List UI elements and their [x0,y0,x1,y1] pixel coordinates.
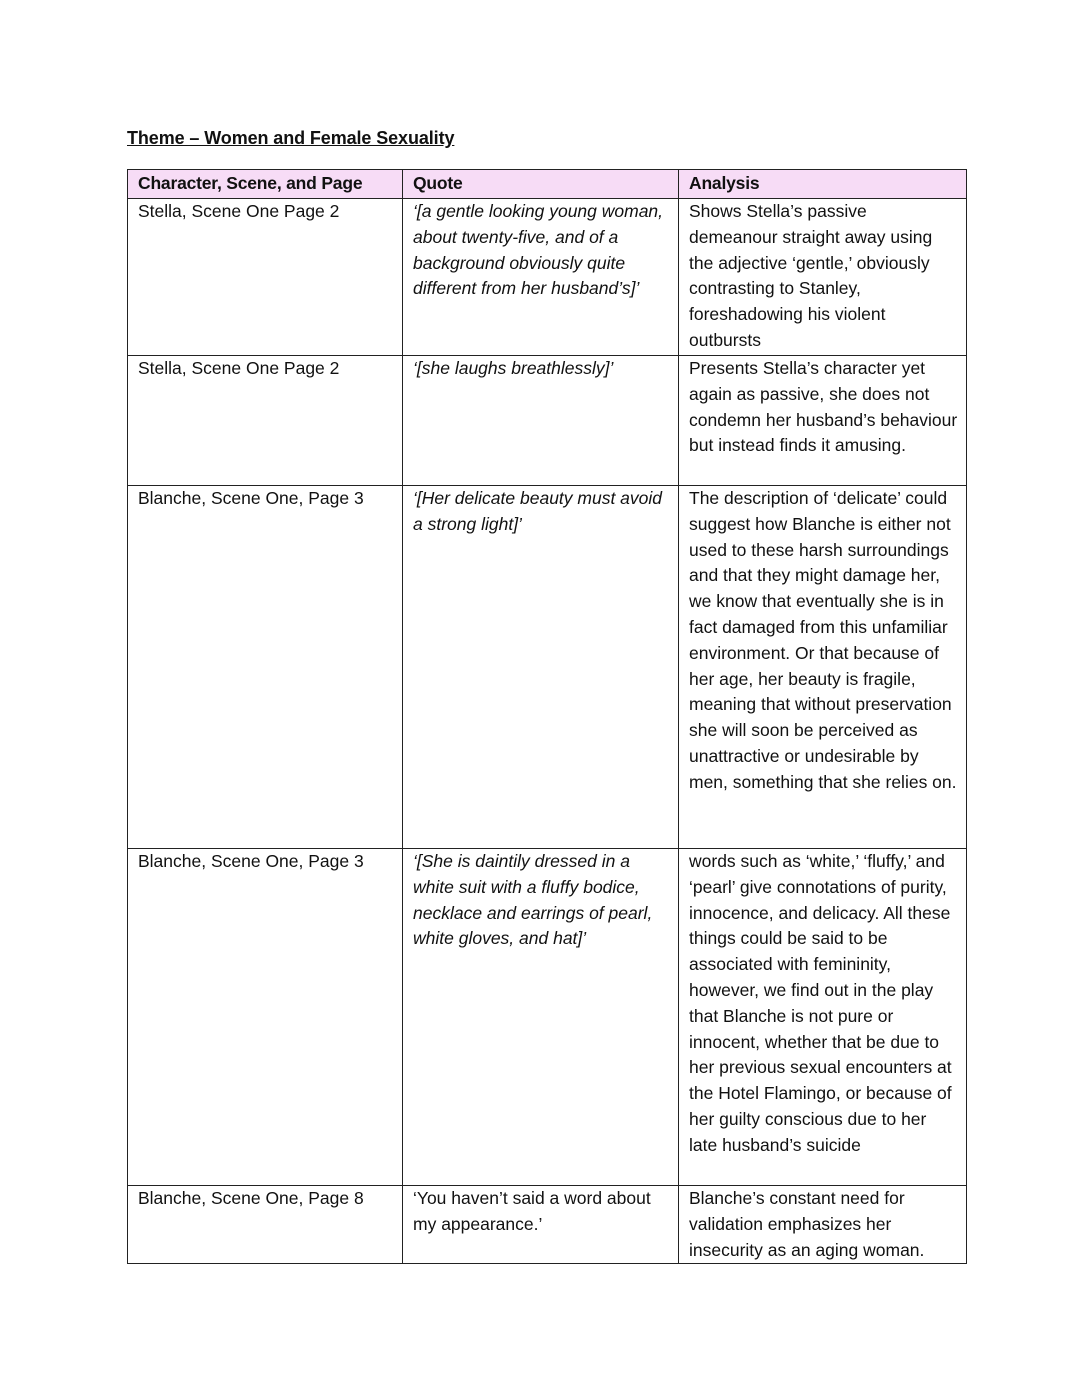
quote-cell: ‘[a gentle looking young woman, about twenty-five, and of a background obviously quite different from her husband’s]’ [403,199,679,356]
column-header-quote: Quote [403,170,679,199]
character-cell: Stella, Scene One Page 2 [128,199,403,356]
quote-cell: ‘You haven’t said a word about my appearance.’ [403,1186,679,1264]
theme-table [127,169,967,1264]
column-header-character: Character, Scene, and Page [128,170,403,199]
page-title: Theme – Women and Female Sexuality [127,128,455,148]
table-header-row [128,170,967,199]
table-row [128,356,967,486]
table-row [128,1186,967,1264]
quote-cell: ‘[Her delicate beauty must avoid a strong light]’ [403,486,679,849]
analysis-cell: The description of ‘delicate’ could suggest how Blanche is either not used to these harsh surroundings and that they might damage her, we know that eventually she is in fact damaged from this unfamiliar environment. Or that because of her age, her beauty is fragile, meaning that without preservation she will soon be perceived as unattractive or undesirable by men, something that she relies on. [679,486,967,849]
analysis-cell: words such as ‘white,’ ‘fluffy,’ and ‘pearl’ give connotations of purity, innocence, and delicacy. All these things could be said to be associated with femininity, however, we find out in the play that Blanche is not pure or innocent, whether that be due to her previous sexual encounters at the Hotel Flamingo, or because of her guilty conscious due to her late husband’s suicide [679,849,967,1186]
character-cell: Blanche, Scene One, Page 8 [128,1186,403,1264]
analysis-cell: Blanche’s constant need for validation emphasizes her insecurity as an aging woman. [679,1186,967,1264]
analysis-cell: Presents Stella’s character yet again as passive, she does not condemn her husband’s behaviour but instead finds it amusing. [679,356,967,486]
character-cell: Blanche, Scene One, Page 3 [128,486,403,849]
table-row [128,849,967,1186]
column-header-analysis: Analysis [679,170,967,199]
table-row [128,199,967,356]
character-cell: Stella, Scene One Page 2 [128,356,403,486]
quote-cell: ‘[she laughs breathlessly]’ [403,356,679,486]
character-cell: Blanche, Scene One, Page 3 [128,849,403,1186]
table-row [128,486,967,849]
quote-cell: ‘[She is daintily dressed in a white suit with a fluffy bodice, necklace and earrings of pearl, white gloves, and hat]’ [403,849,679,1186]
analysis-cell: Shows Stella’s passive demeanour straight away using the adjective ‘gentle,’ obviously contrasting to Stanley, foreshadowing his violent outbursts [679,199,967,356]
